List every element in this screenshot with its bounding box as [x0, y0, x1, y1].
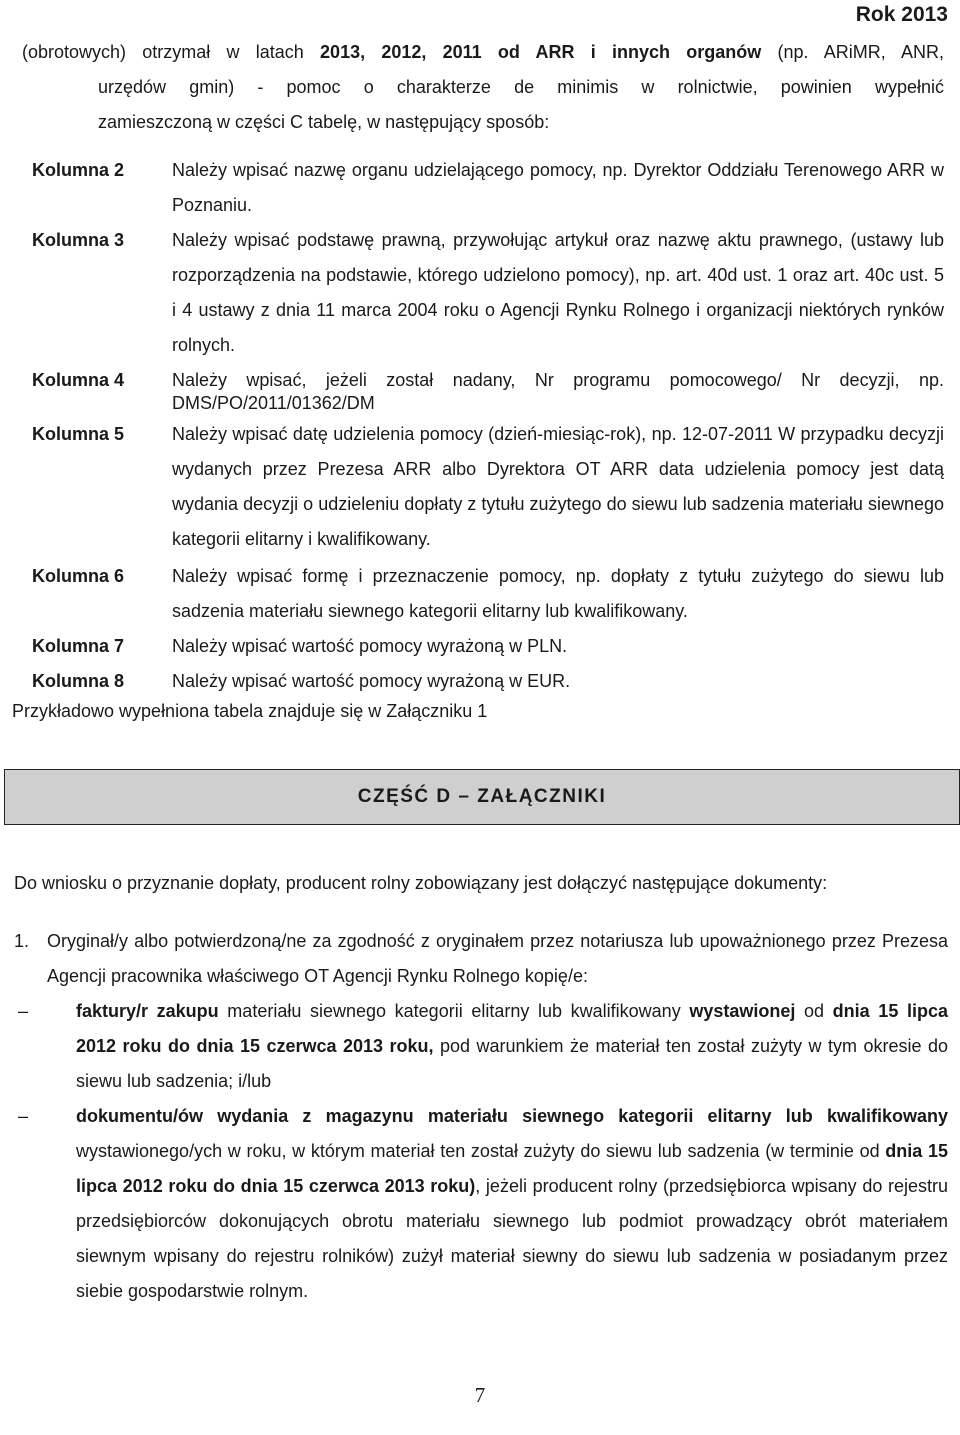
column-label: Kolumna 7: [32, 636, 125, 656]
column-label: Kolumna 4: [32, 370, 125, 390]
part-d-title: CZĘŚĆ D – ZAŁĄCZNIKI: [357, 786, 607, 807]
list-item: [14, 924, 948, 994]
page-number: 7: [474, 1383, 486, 1407]
sub-list-item-text: faktury/r zakupu materiału siewnego kategorii elitarny lub kwalifikowany wystawionej od dnia 15 lipca 2012 roku do dnia 15 czerwca 2013 roku, pod warunkiem że materiał ten został zużyty w tym okresie do siewu lub sadzenia; i/lub: [76, 1001, 949, 1091]
column-row-8: [32, 664, 944, 699]
sub-list-item: [14, 1099, 948, 1309]
intro-line-3: zamieszczoną w części C tabelę, w następujący sposób:: [98, 112, 550, 132]
attachments-intro: Do wniosku o przyznanie dopłaty, producent rolny zobowiązany jest dołączyć następujące dokumenty:: [14, 873, 828, 893]
intro-line-2: urzędów gmin) - pomoc o charakterze de minimis w rolnictwie, powinien wypełnić: [98, 77, 944, 97]
intro-line-1: (obrotowych) otrzymał w latach 2013, 2012, 2011 od ARR i innych organów (np. ARiMR, ANR,: [22, 42, 944, 62]
column-label: Kolumna 2: [32, 160, 125, 180]
column-text: Należy wpisać nazwę organu udzielającego pomocy, np. Dyrektor Oddziału Terenowego ARR w Poznaniu.: [172, 160, 944, 215]
dash-bullet: –: [18, 1106, 29, 1126]
dash-bullet: –: [18, 1001, 29, 1021]
attachments-list: [14, 924, 948, 1309]
sub-list-item-text: dokumentu/ów wydania z magazynu materiału siewnego kategorii elitarny lub kwalifikowany wystawionego/ych w roku, w którym materiał ten został zużyty do siewu lub sadzenia (w terminie od dnia 15 lipca 2012 roku do dnia 15 czerwca 2013 roku), jeżeli producent rolny (przedsiębiorca wpisany do rejestru przedsiębiorców dokonujących obrotu materiału siewnego lub podmiot prowadzący obrót materiałem siewnym wpisany do rejestru rolników) zużył materiał siewny do siewu lub sadzenia w posiadanym przez siebie gospodarstwie rolnym.: [76, 1106, 949, 1301]
list-item-text: Oryginał/y albo potwierdzoną/ne za zgodność z oryginałem przez notariusza lub upoważnionego przez Prezesa Agencji pracownika właściwego OT Agencji Rynku Rolnego kopię/e:: [47, 931, 948, 986]
column-text: Należy wpisać wartość pomocy wyrażoną w PLN.: [172, 636, 568, 656]
part-d-heading: [4, 769, 960, 825]
column-text: Należy wpisać podstawę prawną, przywołując artykuł oraz nazwę aktu prawnego, (ustawy lub rozporządzenia na podstawie, którego udzielono pomocy), np. art. 40d ust. 1 oraz art. 40c ust. 5 i 4 ustawy z dnia 11 marca 2004 roku o Agencji Rynku Rolnego i organizacji niektórych rynków rolnych.: [172, 230, 944, 355]
column-text: Należy wpisać wartość pomocy wyrażoną w EUR.: [172, 671, 571, 691]
column-text: Należy wpisać formę i przeznaczenie pomocy, np. dopłaty z tytułu zużytego do siewu lub sadzenia materiału siewnego kategorii elitarny lub kwalifikowany.: [172, 566, 944, 621]
column-row-6: [32, 557, 944, 629]
column-row-3: [32, 223, 944, 363]
column-label: Kolumna 3: [32, 230, 125, 250]
year-header: Rok 2013: [855, 3, 948, 26]
column-label: Kolumna 6: [32, 566, 125, 586]
list-item-number: 1.: [14, 931, 30, 951]
column-label: Kolumna 5: [32, 424, 125, 444]
intro-paragraph: [22, 35, 944, 140]
column-row-7: [32, 629, 944, 664]
column-row-5: [32, 415, 944, 557]
column-label: Kolumna 8: [32, 671, 125, 691]
column-row-4: [32, 363, 944, 415]
column-text: Należy wpisać datę udzielenia pomocy (dzień-miesiąc-rok), np. 12-07-2011 W przypadku decyzji wydanych przez Prezesa ARR albo Dyrektora OT ARR data udzielenia pomocy jest datą wydania decyzji o udzieleniu dopłaty z tytułu zużytego do siewu lub sadzenia materiału siewnego kategorii elitarny i kwalifikowany.: [172, 424, 944, 549]
example-note: Przykładowo wypełniona tabela znajduje się w Załączniku 1: [12, 701, 488, 721]
column-instructions: [32, 153, 944, 699]
sub-list-item: [14, 994, 948, 1099]
column-row-2: [32, 153, 944, 223]
column-text: Należy wpisać, jeżeli został nadany, Nr programu pomocowego/ Nr decyzji, np. DMS/PO/2011/01362/DM: [172, 370, 944, 413]
